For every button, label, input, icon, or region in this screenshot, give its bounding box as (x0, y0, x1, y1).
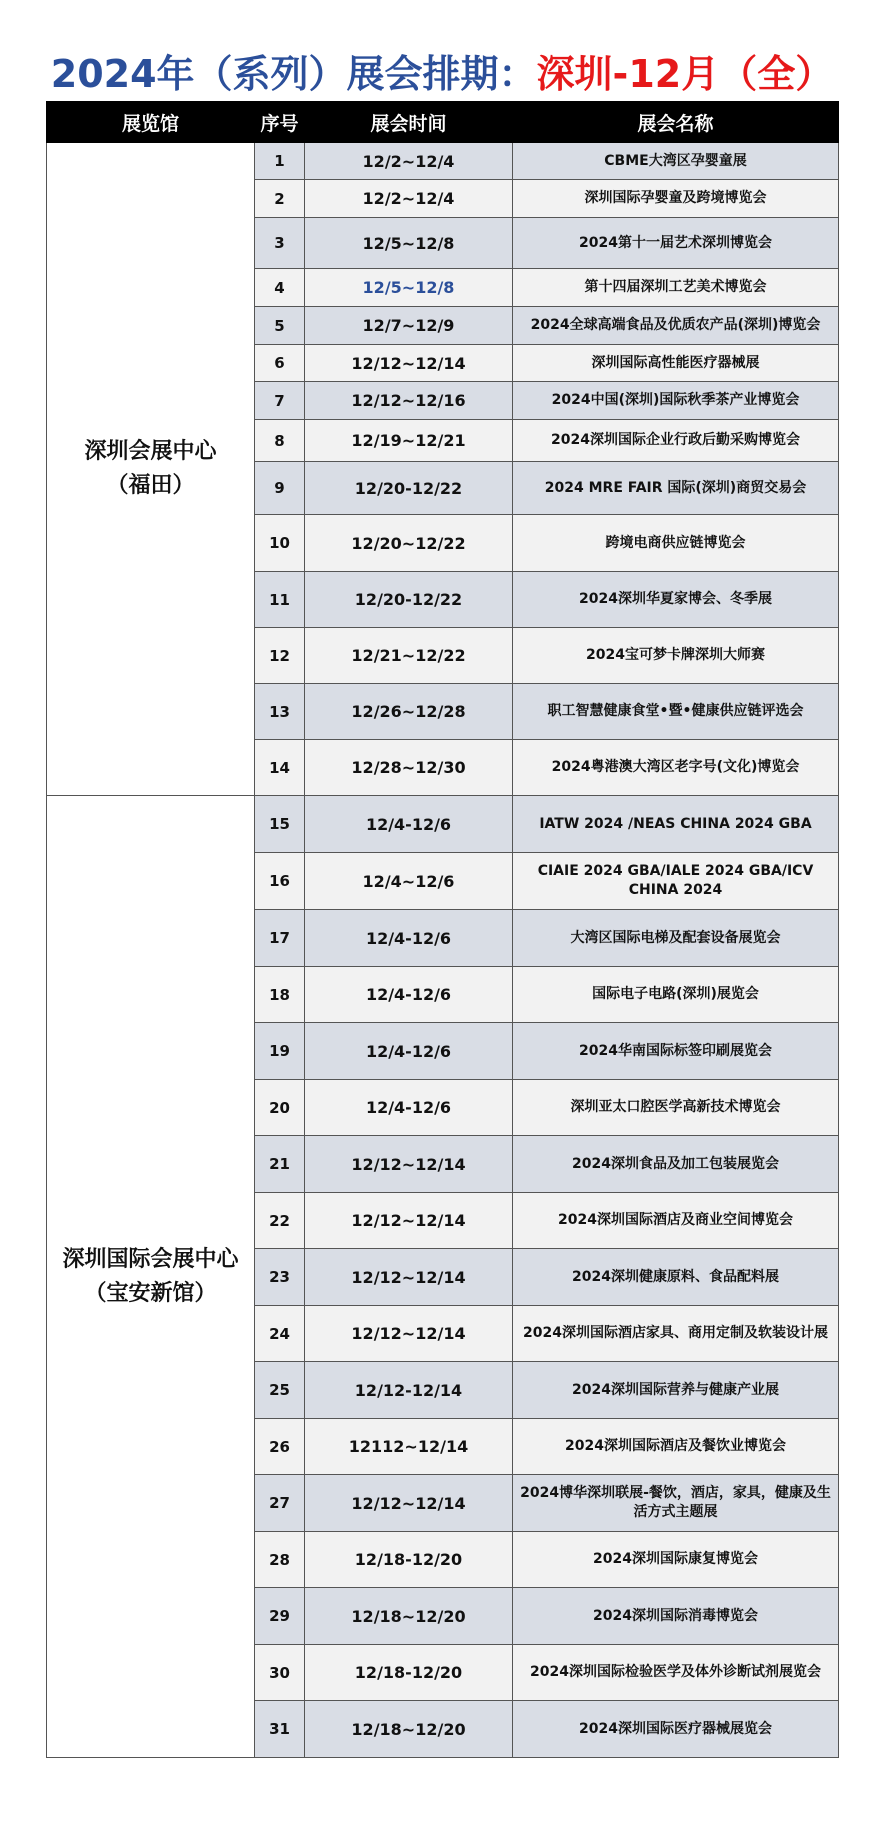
row-name: 深圳亚太口腔医学高新技术博览会 (513, 1080, 839, 1136)
row-name: 2024深圳国际检验医学及体外诊断试剂展览会 (513, 1645, 839, 1701)
row-name: 跨境电商供应链博览会 (513, 515, 839, 572)
row-index: 11 (255, 572, 305, 628)
row-name: 第十四届深圳工艺美术博览会 (513, 269, 839, 307)
row-name: 国际电子电路(深圳)展览会 (513, 967, 839, 1023)
row-index: 5 (255, 307, 305, 345)
row-name: 2024深圳国际医疗器械展览会 (513, 1701, 839, 1758)
row-index: 18 (255, 967, 305, 1023)
row-name: 2024深圳华夏家博会、冬季展 (513, 572, 839, 628)
venue-baoan-name: 深圳国际会展中心 (62, 1246, 239, 1272)
row-index: 17 (255, 910, 305, 967)
row-date: 12/2~12/4 (305, 143, 513, 180)
row-index: 4 (255, 269, 305, 307)
header-date: 展会时间 (305, 102, 513, 143)
row-index: 30 (255, 1645, 305, 1701)
row-date: 12/12~12/14 (305, 1136, 513, 1193)
title-main: 2024年（系列）展会排期： (50, 52, 537, 96)
title-highlight: 深圳-12月（全） (536, 52, 834, 96)
row-name: CIAIE 2024 GBA/IALE 2024 GBA/ICV CHINA 2024 (513, 853, 839, 910)
row-date: 12/12~12/14 (305, 1306, 513, 1362)
row-name: 深圳国际高性能医疗器械展 (513, 345, 839, 382)
row-date: 12/12~12/14 (305, 1475, 513, 1532)
row-index: 21 (255, 1136, 305, 1193)
row-index: 31 (255, 1701, 305, 1758)
row-name: 2024全球高端食品及优质农产品(深圳)博览会 (513, 307, 839, 345)
row-date: 12/18~12/20 (305, 1701, 513, 1758)
row-name: 深圳国际孕婴童及跨境博览会 (513, 180, 839, 218)
row-index: 19 (255, 1023, 305, 1080)
row-index: 6 (255, 345, 305, 382)
exhibition-schedule-table (46, 101, 839, 1758)
row-name: 2024深圳国际营养与健康产业展 (513, 1362, 839, 1419)
row-name: 大湾区国际电梯及配套设备展览会 (513, 910, 839, 967)
row-name: 2024博华深圳联展-餐饮，酒店，家具，健康及生活方式主题展 (513, 1475, 839, 1532)
row-date: 12/18~12/20 (305, 1588, 513, 1645)
row-date: 12/4-12/6 (305, 1080, 513, 1136)
row-index: 16 (255, 853, 305, 910)
row-name: 2024 MRE FAIR 国际(深圳)商贸交易会 (513, 462, 839, 515)
row-index: 28 (255, 1532, 305, 1588)
header-name: 展会名称 (513, 102, 839, 143)
row-index: 14 (255, 740, 305, 796)
row-index: 23 (255, 1249, 305, 1306)
row-date: 12/18-12/20 (305, 1532, 513, 1588)
row-index: 25 (255, 1362, 305, 1419)
row-date: 12/5~12/8 (305, 218, 513, 269)
row-name: 2024深圳国际酒店及商业空间博览会 (513, 1193, 839, 1249)
row-index: 2 (255, 180, 305, 218)
row-date: 12/20-12/22 (305, 572, 513, 628)
row-name: 2024深圳国际消毒博览会 (513, 1588, 839, 1645)
row-date: 12/21~12/22 (305, 628, 513, 684)
row-date: 12/4~12/6 (305, 853, 513, 910)
row-index: 10 (255, 515, 305, 572)
row-date: 12/12-12/14 (305, 1362, 513, 1419)
table-row (47, 143, 839, 180)
row-name: 2024深圳食品及加工包装展览会 (513, 1136, 839, 1193)
table-row (47, 796, 839, 853)
row-date: 12/12~12/16 (305, 382, 513, 420)
row-index: 9 (255, 462, 305, 515)
row-name: 2024中国(深圳)国际秋季茶产业博览会 (513, 382, 839, 420)
row-name: 2024深圳国际酒店及餐饮业博览会 (513, 1419, 839, 1475)
row-date: 12/12~12/14 (305, 1249, 513, 1306)
row-index: 26 (255, 1419, 305, 1475)
row-name: 2024深圳国际康复博览会 (513, 1532, 839, 1588)
row-index: 13 (255, 684, 305, 740)
row-name: 2024深圳国际企业行政后勤采购博览会 (513, 420, 839, 462)
row-date: 12/19~12/21 (305, 420, 513, 462)
row-name: 2024深圳健康原料、食品配料展 (513, 1249, 839, 1306)
venue-baoan-district: （宝安新馆） (84, 1280, 217, 1306)
header-index: 序号 (255, 102, 305, 143)
row-date: 12/2~12/4 (305, 180, 513, 218)
venue-baoan (47, 796, 255, 1758)
row-date: 12/12~12/14 (305, 345, 513, 382)
row-date: 12/12~12/14 (305, 1193, 513, 1249)
row-date: 12/26~12/28 (305, 684, 513, 740)
row-date: 12/4-12/6 (305, 967, 513, 1023)
row-name: 2024粤港澳大湾区老字号(文化)博览会 (513, 740, 839, 796)
row-index: 12 (255, 628, 305, 684)
row-date: 12/5~12/8 (305, 269, 513, 307)
row-index: 24 (255, 1306, 305, 1362)
row-name: 2024宝可梦卡牌深圳大师赛 (513, 628, 839, 684)
venue-futian (47, 143, 255, 796)
row-date: 12/20-12/22 (305, 462, 513, 515)
row-date: 12/4-12/6 (305, 796, 513, 853)
header-venue: 展览馆 (47, 102, 255, 143)
row-index: 7 (255, 382, 305, 420)
row-index: 1 (255, 143, 305, 180)
row-date: 12/4-12/6 (305, 1023, 513, 1080)
row-date: 12/4-12/6 (305, 910, 513, 967)
row-index: 15 (255, 796, 305, 853)
row-index: 22 (255, 1193, 305, 1249)
row-name: 2024深圳国际酒店家具、商用定制及软装设计展 (513, 1306, 839, 1362)
row-index: 3 (255, 218, 305, 269)
row-date: 12/7~12/9 (305, 307, 513, 345)
row-index: 27 (255, 1475, 305, 1532)
row-index: 20 (255, 1080, 305, 1136)
row-name: 2024第十一届艺术深圳博览会 (513, 218, 839, 269)
page-title (0, 44, 884, 104)
row-date: 12/20~12/22 (305, 515, 513, 572)
row-name: IATW 2024 /NEAS CHINA 2024 GBA (513, 796, 839, 853)
venue-futian-name: 深圳会展中心 (84, 439, 217, 464)
row-date: 12/28~12/30 (305, 740, 513, 796)
table-header-row (47, 102, 839, 143)
row-date: 12/18-12/20 (305, 1645, 513, 1701)
row-name: 2024华南国际标签印刷展览会 (513, 1023, 839, 1080)
row-index: 8 (255, 420, 305, 462)
row-index: 29 (255, 1588, 305, 1645)
row-date: 12112~12/14 (305, 1419, 513, 1475)
row-name: 职工智慧健康食堂•暨•健康供应链评选会 (513, 684, 839, 740)
row-name: CBME大湾区孕婴童展 (513, 143, 839, 180)
venue-futian-district: （福田） (106, 473, 195, 498)
